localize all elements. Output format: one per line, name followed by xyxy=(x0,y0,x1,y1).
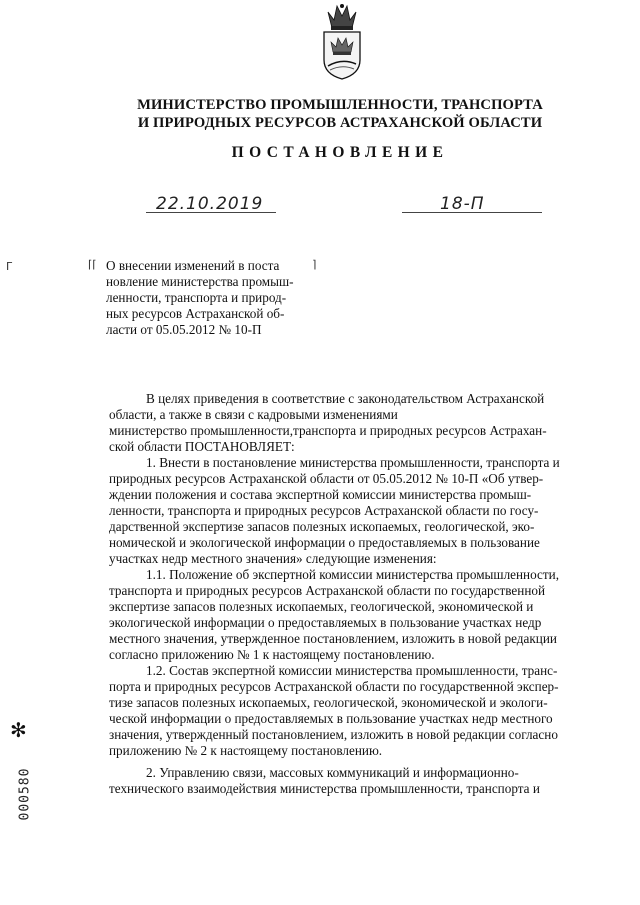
body-line: ждении положения и состава экспертной комиссии министерства промыш- xyxy=(109,487,532,502)
document-date: 22.10.2019 xyxy=(156,194,264,214)
body-line: участках недр местного значения» следующие изменения: xyxy=(109,551,437,566)
date-underline xyxy=(146,212,276,213)
ministry-name-line-2: И ПРИРОДНЫХ РЕСУРСОВ АСТРАХАНСКОЙ ОБЛАСТИ xyxy=(137,115,543,131)
document-number: 18-П xyxy=(440,194,485,214)
document-body xyxy=(109,391,616,797)
body-line: транспорта и природных ресурсов Астраханской области по государственной xyxy=(109,583,546,598)
body-line: местного значения, утвержденное постановлением, изложить в новой редакции xyxy=(109,631,557,646)
subject-line: новление министерства промыш- xyxy=(106,274,294,289)
coat-of-arms-icon xyxy=(318,2,366,80)
subject-line: О внесении изменений в поста xyxy=(106,258,280,273)
document-type-title: ПОСТАНОВЛЕНИЕ xyxy=(231,144,449,161)
body-line: ской области ПОСТАНОВЛЯЕТ: xyxy=(109,439,295,454)
margin-star-mark: ✻ xyxy=(10,718,27,742)
body-line: порта и природных ресурсов Астраханской области по государственной экспер- xyxy=(109,679,559,694)
body-line: тизе запасов полезных ископаемых, геологической, экономической и экологи- xyxy=(109,695,548,710)
body-line: 1.1. Положение об экспертной комиссии министерства промышленности, xyxy=(146,567,560,582)
body-line: ческой информации о предоставляемых в пользование участках недр местного xyxy=(109,711,553,726)
body-line: 1.2. Состав экспертной комиссии министерства промышленности, транс- xyxy=(146,663,558,678)
body-line: 2. Управлению связи, массовых коммуникаций и информационно- xyxy=(146,765,519,780)
left-corner-mark: Г xyxy=(6,260,13,273)
margin-registration-number: 000580 xyxy=(17,767,33,821)
subject-open-bracket: ⌈⌈ xyxy=(88,258,97,271)
subject-line: ных ресурсов Астраханской об- xyxy=(106,306,285,321)
ministry-name-line-1: МИНИСТЕРСТВО ПРОМЫШЛЕННОСТИ, ТРАНСПОРТА xyxy=(137,97,543,113)
body-line: технического взаимодействия министерства промышленности, транспорта и xyxy=(109,781,540,796)
body-line: согласно приложению № 1 к настоящему постановлению. xyxy=(109,647,435,662)
body-line: дарственной экспертизе запасов полезных ископаемых, геологической, эко- xyxy=(109,519,535,534)
body-line: области, а также в связи с кадровыми изменениями xyxy=(109,407,398,422)
subject-line: ленности, транспорта и природ- xyxy=(106,290,287,305)
body-line: номической и экологической информации о предоставляемых в пользование xyxy=(109,535,540,550)
subject-close-bracket: ⌉ xyxy=(312,258,317,271)
body-line: В целях приведения в соответствие с законодательством Астраханской xyxy=(146,391,545,406)
body-line: значения, утвержденный постановлением, изложить в новой редакции согласно xyxy=(109,727,558,742)
body-line: министерство промышленности,транспорта и природных ресурсов Астрахан- xyxy=(109,423,547,438)
body-line: 1. Внести в постановление министерства промышленности, транспорта и xyxy=(146,455,560,470)
subject-line: ласти от 05.05.2012 № 10-П xyxy=(106,322,262,337)
number-underline xyxy=(402,212,542,213)
body-line: экологической информации о предоставляемых в пользование участках недр xyxy=(109,615,542,630)
subject-block xyxy=(106,258,318,338)
body-line: приложению № 2 к настоящему постановлению. xyxy=(109,743,383,758)
body-line: природных ресурсов Астраханской области от 05.05.2012 № 10-П «Об утвер- xyxy=(109,471,544,486)
body-line: ленности, транспорта и природных ресурсов Астраханской области по госу- xyxy=(109,503,539,518)
body-line: экспертизе запасов полезных ископаемых, геологической, экономической и xyxy=(109,599,534,614)
